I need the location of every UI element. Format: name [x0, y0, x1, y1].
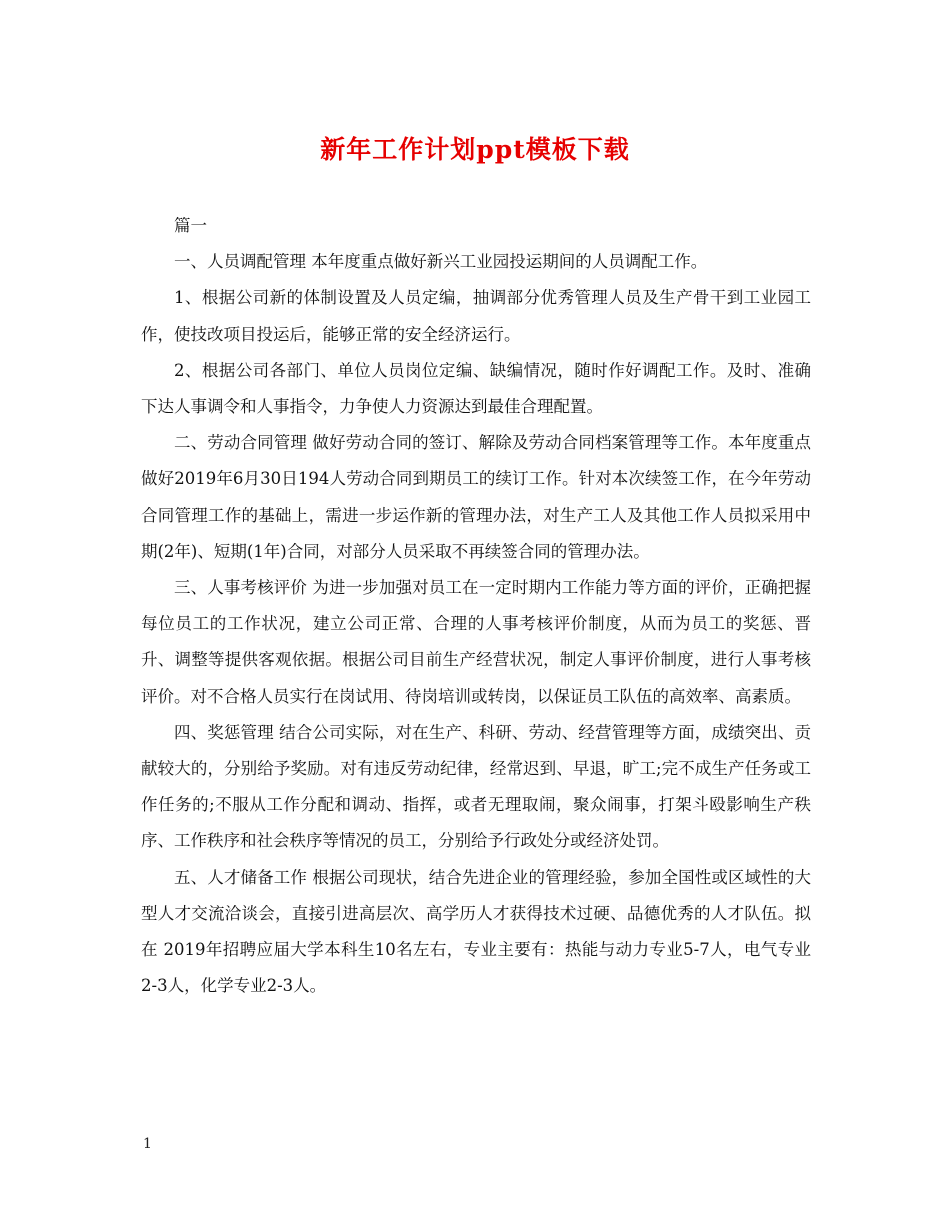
paragraph-staffing-item-1: 1、根据公司新的体制设置及人员定编，抽调部分优秀管理人员及生产骨干到工业园工作，使技改项目投运后，能够正常的安全经济运行。: [141, 288, 811, 344]
paragraph-labor-contract: 二、劳动合同管理 做好劳动合同的签订、解除及劳动合同档案管理等工作。本年度重点做好2019年6月30日194人劳动合同到期员工的续订工作。针对本次续签工作，在今年劳动合同管理工作的基础上，需进一步运作新的管理办法，对生产工人及其他工作人员拟采用中期(2年)、短期(1年)合同，对部分人员采取不再续签合同的管理办法。: [141, 433, 811, 561]
paragraph-staffing: 一、人员调配管理 本年度重点做好新兴工业园投运期间的人员调配工作。: [174, 252, 708, 272]
paragraph-assessment: 三、人事考核评价 为进一步加强对员工在一定时期内工作能力等方面的评价，正确把握每位员工的工作状况，建立公司正常、合理的人事考核评价制度，从而为员工的奖惩、晋升、调整等提供客观依据。根据公司目前生产经营状况，制定人事评价制度，进行人事考核评价。对不合格人员实行在岗试用、待岗培训或转岗，以保证员工队伍的高效率、高素质。: [141, 578, 811, 706]
page-number: 1: [143, 1136, 152, 1152]
document-body: [141, 208, 811, 1004]
paragraph-staffing-item-2: 2、根据公司各部门、单位人员岗位定编、缺编情况，随时作好调配工作。及时、准确下达人事调令和人事指令，力争使人力资源达到最佳合理配置。: [141, 360, 811, 417]
paragraph-talent-reserve: 五、人才储备工作 根据公司现状，结合先进企业的管理经验，参加全国性或区域性的大型人才交流洽谈会，直接引进高层次、高学历人才获得技术过硬、品德优秀的人才队伍。拟在 2019年招聘应届大学本科生10名左右，专业主要有：热能与动力专业5-7人，电气专业2-3人，化学专业2-3人。: [141, 867, 811, 996]
section-heading: 篇一: [174, 216, 207, 235]
paragraph-rewards-penalties: 四、奖惩管理 结合公司实际，对在生产、科研、劳动、经营管理等方面，成绩突出、贡献较大的，分别给予奖励。对有违反劳动纪律，经常迟到、早退，旷工;完不成生产任务或工作任务的;不服从工作分配和调动、指挥，或者无理取闹，聚众闹事，打架斗殴影响生产秩序、工作秩序和社会秩序等情况的员工，分别给予行政处分或经济处罚。: [141, 722, 811, 851]
document-title: 新年工作计划ppt模板下载: [320, 135, 630, 164]
